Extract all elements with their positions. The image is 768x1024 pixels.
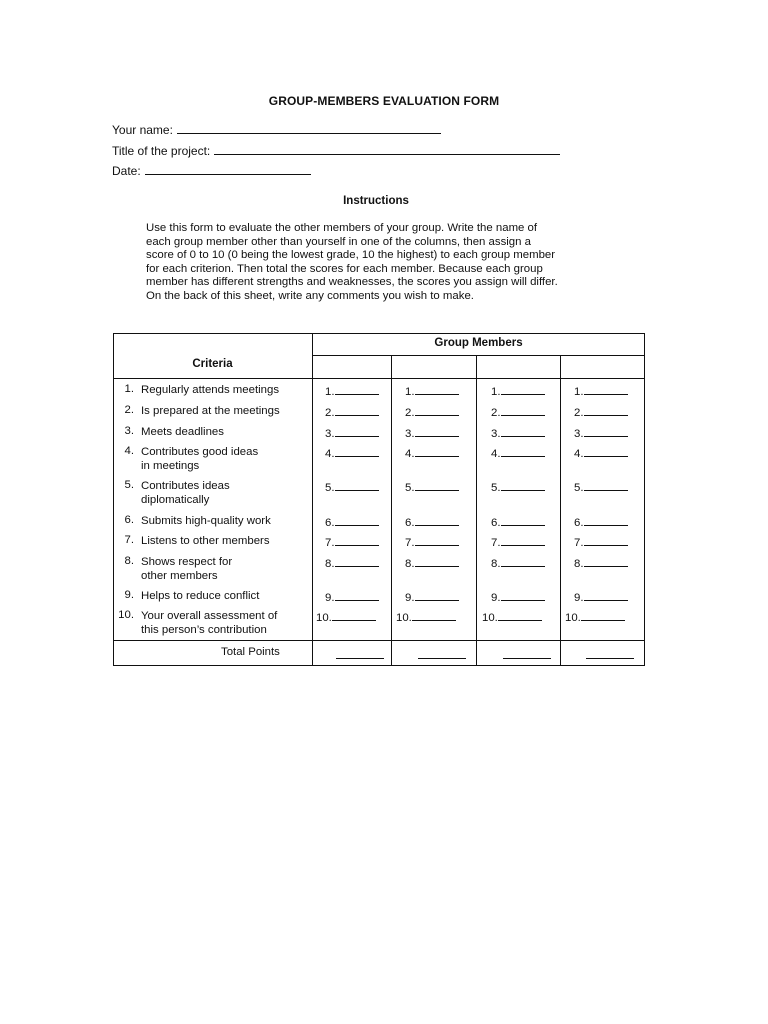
score-blank[interactable] (316, 609, 376, 624)
criterion-text (141, 589, 309, 603)
score-line[interactable] (584, 589, 628, 601)
score-line[interactable] (584, 555, 628, 567)
score-line[interactable] (335, 445, 379, 457)
criterion-number: 6. (124, 514, 134, 526)
criterion-line: in meetings (141, 460, 200, 472)
score-prefix: 8. (491, 558, 501, 570)
score-line[interactable] (335, 404, 379, 416)
table-divider (113, 640, 645, 641)
criterion-line: Shows respect for (141, 556, 233, 568)
score-line[interactable] (584, 425, 628, 437)
score-line[interactable] (501, 589, 545, 601)
score-blank[interactable] (574, 514, 628, 529)
score-prefix: 6. (405, 517, 415, 529)
table-divider (113, 378, 645, 379)
score-blank[interactable] (325, 383, 379, 398)
score-line[interactable] (584, 445, 628, 457)
criterion-number: 3. (124, 425, 134, 437)
instructions-text (146, 222, 636, 304)
score-line[interactable] (335, 534, 379, 546)
total-points-blank[interactable] (503, 647, 551, 659)
score-line[interactable] (415, 383, 459, 395)
score-blank[interactable] (574, 404, 628, 419)
score-blank[interactable] (405, 589, 459, 604)
score-prefix: 3. (491, 428, 501, 440)
score-prefix: 1. (491, 386, 501, 398)
project-title-blank[interactable] (214, 142, 560, 155)
score-line[interactable] (335, 383, 379, 395)
criterion-text (141, 609, 309, 637)
score-blank[interactable] (491, 383, 545, 398)
date-label: Date: (112, 164, 141, 178)
score-prefix: 6. (574, 517, 584, 529)
score-line[interactable] (332, 609, 376, 621)
score-prefix: 4. (574, 448, 584, 460)
score-blank[interactable] (405, 555, 459, 570)
score-blank[interactable] (325, 534, 379, 549)
score-line[interactable] (415, 479, 459, 491)
score-line[interactable] (584, 514, 628, 526)
score-prefix: 5. (574, 482, 584, 494)
criterion-line: Is prepared at the meetings (141, 405, 280, 417)
score-blank[interactable] (396, 609, 456, 624)
score-blank[interactable] (491, 534, 545, 549)
criterion-number: 8. (124, 555, 134, 567)
score-line[interactable] (584, 479, 628, 491)
criterion-line: Regularly attends meetings (141, 384, 280, 396)
score-prefix: 6. (325, 517, 335, 529)
instructions-heading: Instructions (343, 195, 409, 207)
table-divider (560, 356, 561, 666)
score-line[interactable] (501, 425, 545, 437)
score-prefix: 8. (574, 558, 584, 570)
group-members-header: Group Members (434, 337, 523, 349)
instructions-line: member has different strengths and weaknesses, the scores you assign will differ. (146, 276, 558, 289)
criterion-text (141, 514, 309, 528)
score-prefix: 9. (405, 592, 415, 604)
score-line[interactable] (415, 404, 459, 416)
score-blank[interactable] (491, 555, 545, 570)
criterion-text (141, 404, 309, 418)
score-line[interactable] (335, 514, 379, 526)
score-prefix: 9. (325, 592, 335, 604)
score-prefix: 3. (405, 428, 415, 440)
score-prefix: 10. (482, 612, 498, 624)
form-title: GROUP-MEMBERS EVALUATION FORM (268, 94, 500, 108)
score-line[interactable] (415, 445, 459, 457)
score-line[interactable] (581, 609, 625, 621)
score-blank[interactable] (574, 589, 628, 604)
score-line[interactable] (498, 609, 542, 621)
score-line[interactable] (415, 589, 459, 601)
score-blank[interactable] (325, 479, 379, 494)
score-prefix: 1. (405, 386, 415, 398)
score-prefix: 8. (405, 558, 415, 570)
criterion-line: Your overall assessment of (141, 610, 278, 622)
score-prefix: 8. (325, 558, 335, 570)
criterion-line: other members (141, 570, 218, 582)
score-blank[interactable] (325, 404, 379, 419)
your-name-blank[interactable] (177, 121, 441, 134)
criterion-line: Meets deadlines (141, 426, 224, 438)
score-line[interactable] (412, 609, 456, 621)
criterion-text (141, 383, 309, 397)
criterion-number: 9. (124, 589, 134, 601)
instructions-line: score of 0 to 10 (0 being the lowest grade, 10 the highest) to each group member (146, 249, 556, 262)
score-line[interactable] (501, 555, 545, 567)
your-name-label: Your name: (112, 123, 173, 137)
score-line[interactable] (335, 589, 379, 601)
score-prefix: 2. (574, 407, 584, 419)
score-blank[interactable] (325, 589, 379, 604)
score-blank[interactable] (565, 609, 625, 624)
criterion-number: 1. (124, 383, 134, 395)
instructions-line: each group member other than yourself in one of the columns, then assign a (146, 235, 531, 248)
score-blank[interactable] (491, 425, 545, 440)
score-prefix: 5. (491, 482, 501, 494)
score-blank[interactable] (491, 514, 545, 529)
project-title-field (112, 142, 560, 158)
score-line[interactable] (415, 555, 459, 567)
score-blank[interactable] (405, 479, 459, 494)
score-blank[interactable] (482, 609, 542, 624)
score-line[interactable] (584, 383, 628, 395)
score-prefix: 7. (325, 537, 335, 549)
score-blank[interactable] (405, 514, 459, 529)
your-name-field (112, 121, 441, 137)
score-prefix: 4. (325, 448, 335, 460)
score-prefix: 5. (405, 482, 415, 494)
score-blank[interactable] (574, 479, 628, 494)
total-points-blank[interactable] (586, 647, 634, 659)
score-line[interactable] (501, 514, 545, 526)
criterion-line: Contributes ideas (141, 480, 230, 492)
criterion-line: Listens to other members (141, 535, 270, 547)
score-blank[interactable] (491, 445, 545, 460)
date-blank[interactable] (145, 162, 311, 175)
score-blank[interactable] (405, 425, 459, 440)
score-line[interactable] (501, 479, 545, 491)
score-blank[interactable] (491, 404, 545, 419)
score-blank[interactable] (574, 445, 628, 460)
criterion-line: this person’s contribution (141, 624, 267, 636)
instructions-line: for each criterion. Then total the scores for each member. Because each group (146, 262, 543, 275)
score-prefix: 10. (565, 612, 581, 624)
criterion-number: 2. (124, 404, 134, 416)
score-prefix: 3. (574, 428, 584, 440)
score-blank[interactable] (491, 479, 545, 494)
table-divider (312, 355, 645, 356)
total-points-blank[interactable] (418, 647, 466, 659)
score-blank[interactable] (574, 534, 628, 549)
score-line[interactable] (415, 425, 459, 437)
score-prefix: 10. (316, 612, 332, 624)
criteria-header: Criteria (192, 358, 233, 370)
score-line[interactable] (501, 445, 545, 457)
table-divider (391, 356, 392, 666)
project-title-label: Title of the project: (112, 144, 211, 158)
score-prefix: 9. (574, 592, 584, 604)
score-prefix: 4. (491, 448, 501, 460)
table-divider (476, 356, 477, 666)
criterion-text (141, 534, 309, 548)
criterion-text (141, 555, 309, 583)
criterion-line: diplomatically (141, 494, 210, 506)
table-divider (312, 333, 313, 666)
score-blank[interactable] (405, 534, 459, 549)
score-prefix: 1. (574, 386, 584, 398)
score-line[interactable] (415, 534, 459, 546)
score-prefix: 1. (325, 386, 335, 398)
criterion-number: 5. (124, 479, 134, 491)
score-prefix: 7. (491, 537, 501, 549)
score-prefix: 9. (491, 592, 501, 604)
date-field (112, 162, 311, 178)
score-blank[interactable] (574, 555, 628, 570)
criterion-number: 7. (124, 534, 134, 546)
score-line[interactable] (584, 404, 628, 416)
instructions-line: On the back of this sheet, write any comments you wish to make. (146, 289, 474, 302)
score-blank[interactable] (325, 425, 379, 440)
score-prefix: 2. (491, 407, 501, 419)
criterion-line: Submits high-quality work (141, 515, 271, 527)
score-prefix: 2. (325, 407, 335, 419)
score-prefix: 7. (574, 537, 584, 549)
score-line[interactable] (415, 514, 459, 526)
criterion-text (141, 479, 309, 507)
score-blank[interactable] (491, 589, 545, 604)
score-prefix: 3. (325, 428, 335, 440)
score-prefix: 10. (396, 612, 412, 624)
score-prefix: 2. (405, 407, 415, 419)
criterion-text (141, 445, 309, 473)
score-blank[interactable] (574, 383, 628, 398)
score-blank[interactable] (405, 445, 459, 460)
score-blank[interactable] (325, 514, 379, 529)
criterion-number: 10. (118, 609, 134, 621)
score-line[interactable] (501, 383, 545, 395)
score-blank[interactable] (325, 555, 379, 570)
score-line[interactable] (584, 534, 628, 546)
criterion-line: Contributes good ideas (141, 446, 259, 458)
score-blank[interactable] (405, 404, 459, 419)
criterion-line: Helps to reduce conflict (141, 590, 260, 602)
total-points-label: Total Points (221, 646, 280, 658)
score-line[interactable] (501, 404, 545, 416)
score-prefix: 5. (325, 482, 335, 494)
criterion-number: 4. (124, 445, 134, 457)
score-line[interactable] (501, 534, 545, 546)
score-line[interactable] (335, 425, 379, 437)
score-blank[interactable] (405, 383, 459, 398)
score-line[interactable] (335, 555, 379, 567)
total-points-blank[interactable] (336, 647, 384, 659)
score-blank[interactable] (574, 425, 628, 440)
criterion-text (141, 425, 309, 439)
score-blank[interactable] (325, 445, 379, 460)
instructions-line: Use this form to evaluate the other members of your group. Write the name of (146, 222, 538, 234)
score-line[interactable] (335, 479, 379, 491)
score-prefix: 6. (491, 517, 501, 529)
score-prefix: 7. (405, 537, 415, 549)
score-prefix: 4. (405, 448, 415, 460)
